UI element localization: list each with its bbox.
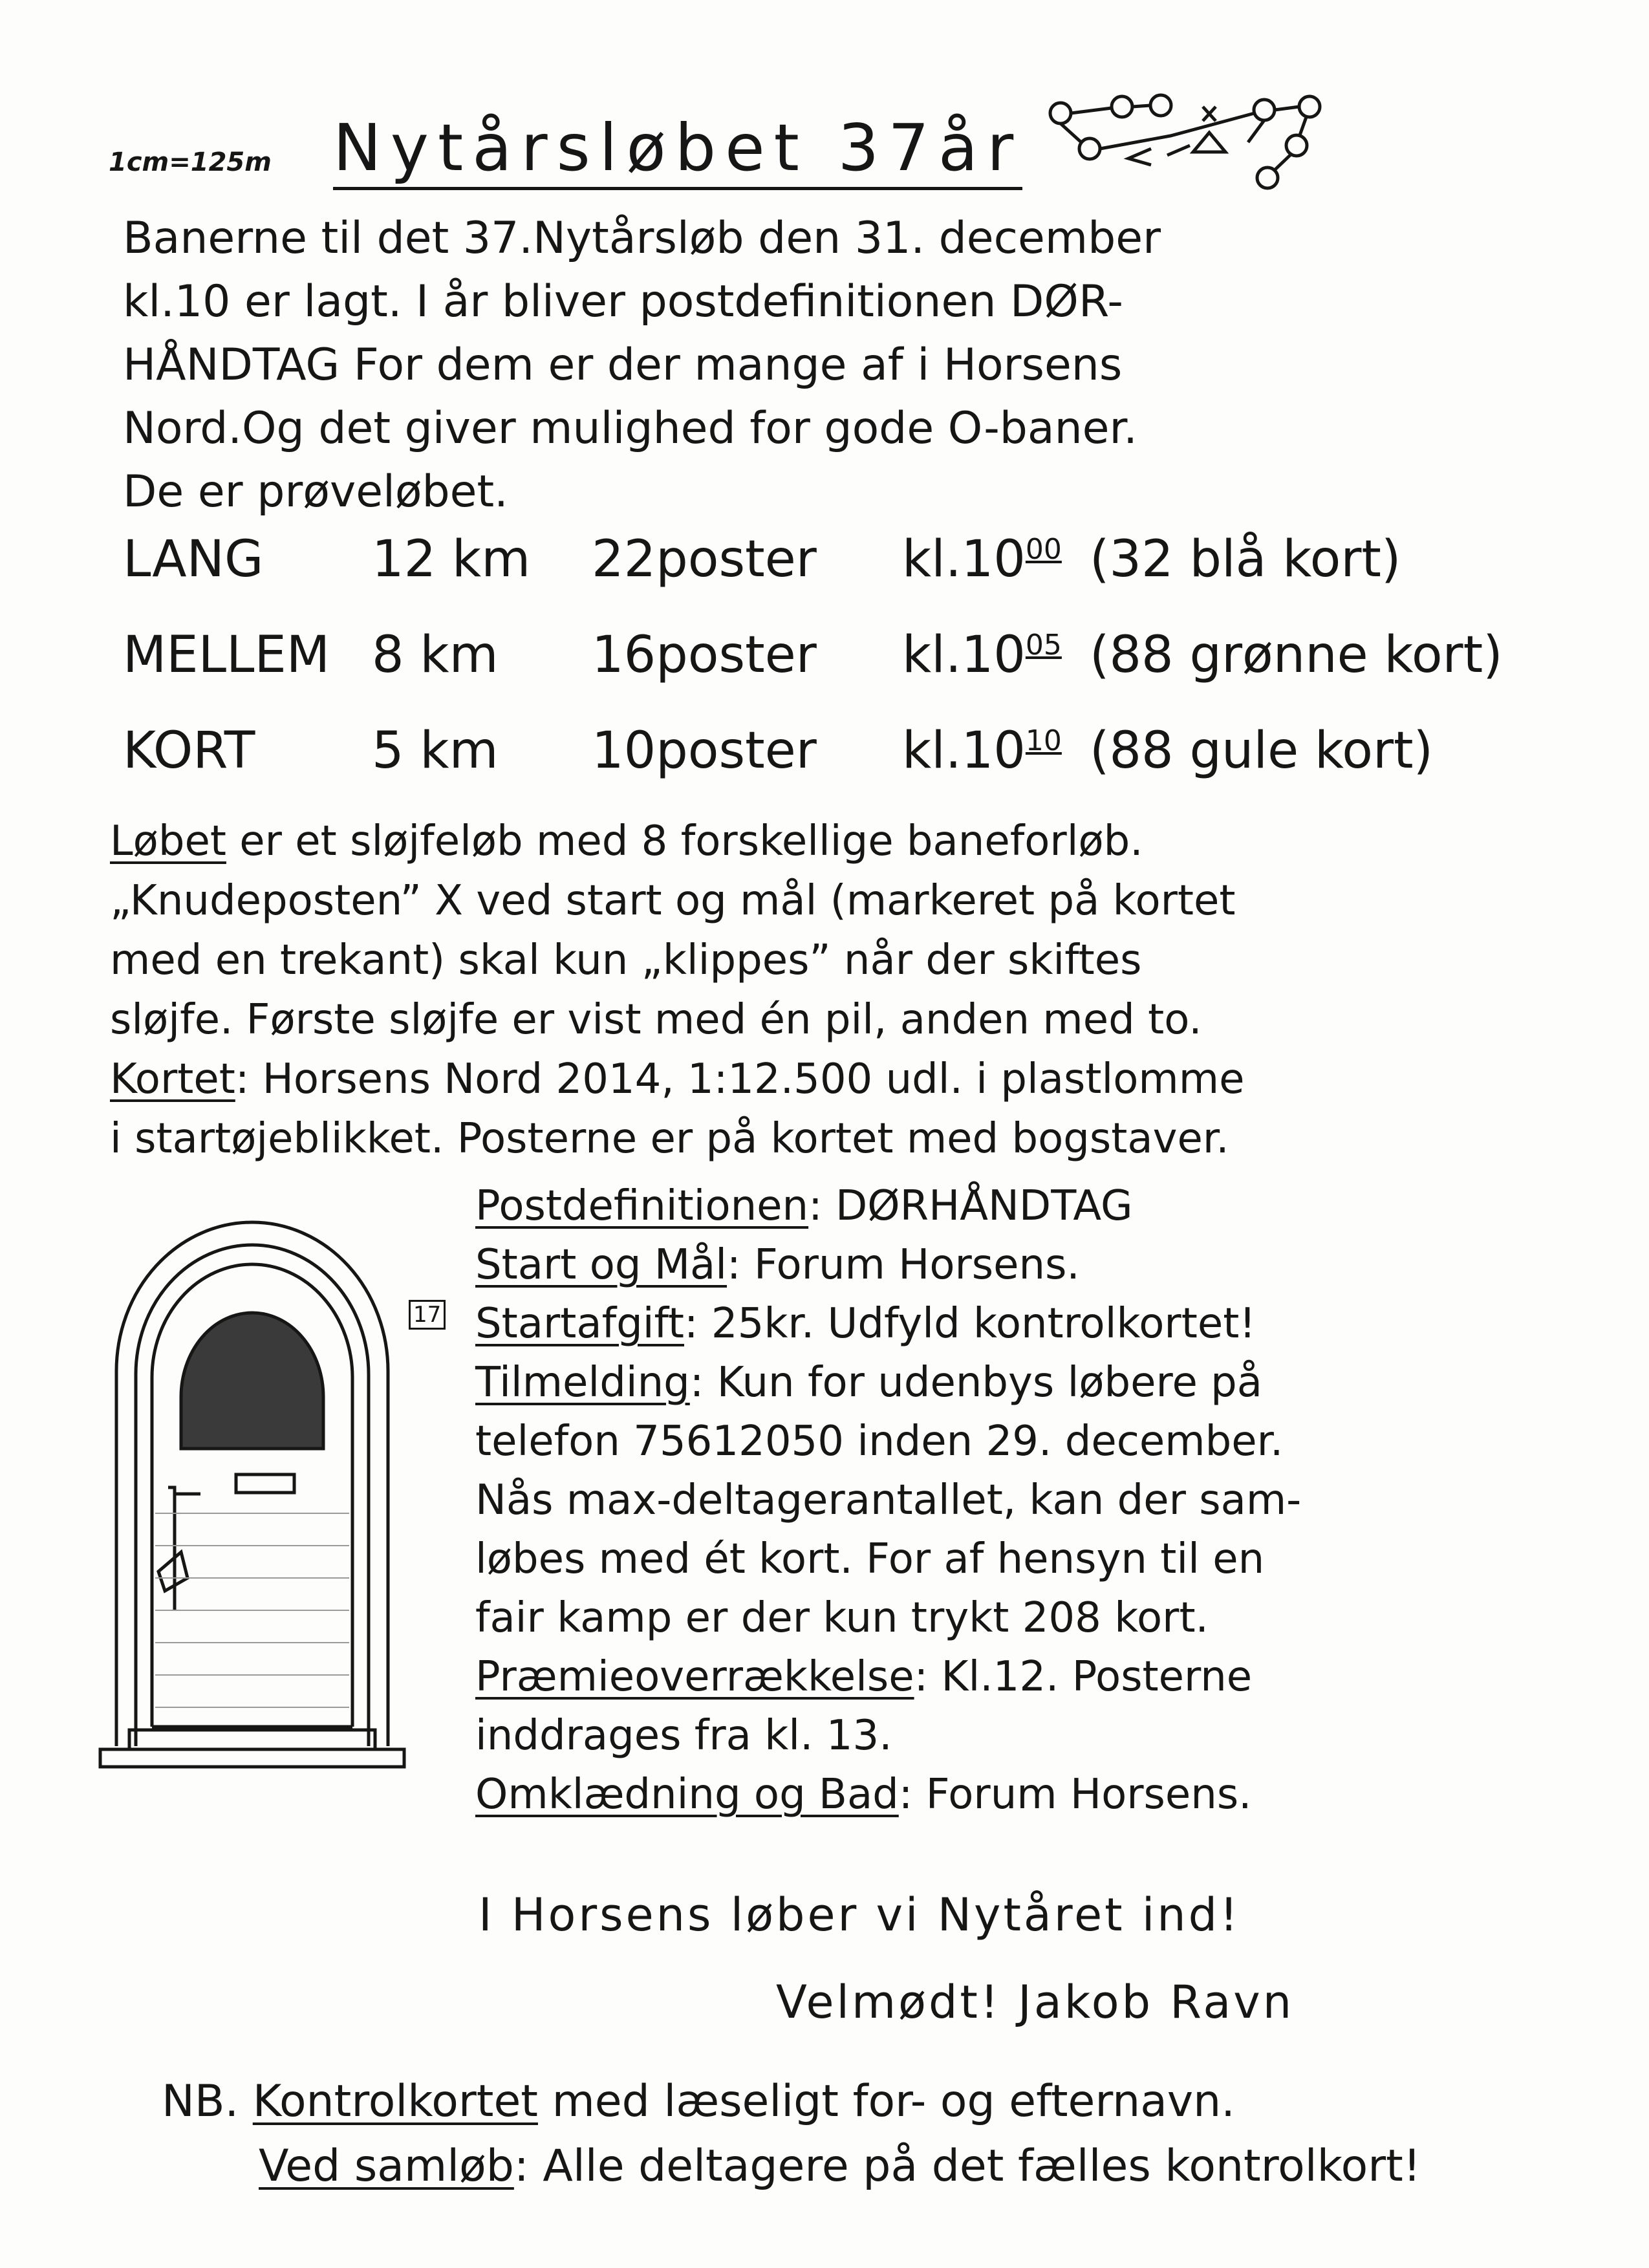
info-line (475, 1530, 1575, 1589)
course-length: 5 km (372, 722, 499, 780)
kortet-text: : Horsens Nord 2014, 1:12.500 udl. i plastlomme (235, 1055, 1245, 1103)
nb-line (162, 2069, 1421, 2134)
course-maps: (88 grønne kort) (1090, 626, 1503, 684)
course-time-minute: 00 (1025, 533, 1062, 566)
info-value: : Kun for udenbys løbere på (689, 1359, 1262, 1407)
nb-note (162, 2069, 1421, 2199)
course-length: 8 km (372, 626, 499, 684)
info-value: : 25kr. Udfyld kontrolkortet! (684, 1300, 1256, 1348)
map-scale: 1cm=125m (109, 147, 272, 177)
course-name: MELLEM (123, 626, 330, 684)
info-value: fair kamp er der kun trykt 208 kort. (475, 1594, 1209, 1642)
info-line (475, 1707, 1575, 1766)
info-line (475, 1589, 1575, 1648)
info-label: Præmieoverrækkelse (475, 1653, 914, 1701)
course-posts: 10poster (592, 722, 817, 780)
info-text (475, 1177, 1575, 1824)
intro-line: HÅNDTAG For dem er der mange af i Horsens (123, 340, 1123, 391)
door-illustration (91, 1209, 414, 1791)
signature: Velmødt! Jakob Ravn (776, 1976, 1295, 2029)
info-line (475, 1177, 1575, 1236)
intro-line: De er prøveløbet. (123, 466, 508, 517)
course-maps: (32 blå kort) (1090, 530, 1401, 589)
course-length: 12 km (372, 530, 531, 589)
info-value: løbes med ét kort. For af hensyn til en (475, 1535, 1265, 1583)
nb-text: : Alle deltagere på det fælles kontrolkort! (513, 2141, 1421, 2192)
course-posts: 16poster (592, 626, 817, 684)
course-time-hour: kl.10 (902, 722, 1026, 780)
info-label: Startafgift (475, 1300, 684, 1348)
info-line (475, 1412, 1575, 1471)
course-posts: 22poster (592, 530, 817, 589)
lobet-text: er et sløjfeløb med 8 forskellige baneforløb. (226, 817, 1143, 865)
lobet-label: Løbet (110, 817, 226, 865)
intro-line: Nord.Og det giver mulighed for gode O-baner. (123, 403, 1137, 454)
kortet-label: Kortet (110, 1055, 235, 1103)
course-start-time (902, 722, 1062, 780)
info-label: Tilmelding (475, 1359, 690, 1407)
rules-line (110, 1050, 1565, 1109)
info-line (475, 1648, 1575, 1707)
loop-course-icon (1041, 81, 1358, 204)
info-line (475, 1766, 1575, 1824)
page-title: Nytårsløbet 37år (333, 110, 1022, 190)
rules-line: „Knudeposten” X ved start og mål (markeret på kortet (110, 877, 1236, 925)
info-line (475, 1236, 1575, 1295)
info-value: : Kl.12. Posterne (914, 1653, 1253, 1701)
rules-line: i startøjeblikket. Posterne er på kortet med bogstaver. (110, 1115, 1229, 1163)
nb-label: Ved samløb (259, 2141, 514, 2192)
info-value: inddrages fra kl. 13. (475, 1712, 892, 1760)
closing-greeting: I Horsens løber vi Nytåret ind! (479, 1888, 1241, 1941)
course-time-hour: kl.10 (902, 530, 1026, 589)
course-name: LANG (123, 530, 264, 589)
info-label: Postdefinitionen (475, 1182, 809, 1230)
nb-line (162, 2134, 1421, 2199)
course-maps: (88 gule kort) (1090, 722, 1434, 780)
info-line (475, 1354, 1575, 1412)
course-time-hour: kl.10 (902, 626, 1026, 684)
info-label: Start og Mål (475, 1241, 727, 1289)
info-line (475, 1295, 1575, 1354)
nb-label: Kontrolkortet (252, 2076, 538, 2127)
rules-text (110, 812, 1565, 1169)
course-time-minute: 05 (1025, 629, 1062, 662)
course-name: KORT (123, 722, 255, 780)
nb-prefix: NB. (162, 2076, 253, 2127)
intro-text (123, 207, 1533, 524)
info-value: : Forum Horsens. (727, 1241, 1080, 1289)
intro-line: kl.10 er lagt. I år bliver postdefinitionen DØR- (123, 276, 1123, 327)
info-value: Nås max-deltagerantallet, kan der sam- (475, 1476, 1302, 1524)
info-value: : DØRHÅNDTAG (808, 1182, 1133, 1230)
info-line (475, 1471, 1575, 1530)
rules-line: sløjfe. Første sløjfe er vist med én pil, anden med to. (110, 996, 1202, 1044)
course-start-time (902, 530, 1062, 589)
info-value: : Forum Horsens. (898, 1771, 1252, 1819)
course-time-minute: 10 (1025, 724, 1062, 757)
rules-line (110, 812, 1565, 871)
info-label: Omklædning og Bad (475, 1771, 899, 1819)
intro-line: Banerne til det 37.Nytårsløb den 31. december (123, 213, 1161, 264)
nb-text: med læseligt for- og efternavn. (537, 2076, 1235, 2127)
rules-line: med en trekant) skal kun „klippes” når der skiftes (110, 936, 1142, 984)
course-start-time (902, 626, 1062, 684)
info-value: telefon 75612050 inden 29. december. (475, 1418, 1284, 1465)
door-number-label: 17 (409, 1300, 446, 1330)
